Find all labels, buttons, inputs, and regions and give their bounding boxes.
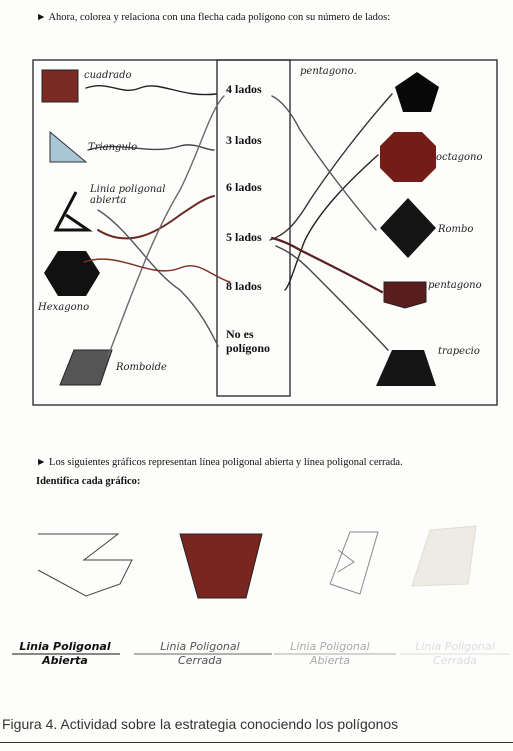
option-8-lados: 8 lados: [226, 279, 262, 293]
label-trapecio: trapecio: [438, 346, 480, 357]
house-pentagon-shape: [384, 282, 426, 308]
figure-closed-trapezoid: [180, 534, 262, 598]
arrow-square-4: [86, 86, 216, 95]
option-no-es-poligono: No es polígono: [226, 327, 271, 355]
label-linea-abierta: Linia poligonal abierta: [90, 184, 166, 206]
option-5-lados: 5 lados: [226, 230, 262, 244]
caption-rule: [0, 742, 513, 743]
label-pentagono-2: pentagono: [428, 280, 482, 291]
open-polyline-shape: [56, 192, 88, 230]
octagon-shape: [380, 132, 436, 182]
figure-open-polyline-2: [330, 532, 378, 594]
label-romboide: Romboide: [116, 362, 167, 373]
label-hexagono: Hexagono: [38, 302, 90, 313]
label-triangulo: Triangulo: [88, 142, 138, 153]
rhomboid-shape: [60, 350, 112, 385]
label-cuadrado: cuadrado: [84, 70, 132, 81]
trapezoid-shape: [376, 350, 436, 386]
label-pentagono: pentagono.: [300, 66, 357, 77]
answer-1: Linia Poligonal Abierta: [19, 640, 111, 667]
answer-2: Linia Poligonal Cerrada: [160, 640, 240, 667]
label-octagono: octagono: [436, 152, 483, 163]
square-shape: [42, 70, 78, 102]
activity1-instruction: ► Ahora, colorea y relaciona con una flecha cada polígono con su número de lados:: [36, 12, 391, 23]
arrow-pentagon-5: [270, 94, 392, 240]
arrow-rhomboid-4: [108, 96, 224, 356]
activity2-subinstruction: Identifica cada gráfico:: [36, 476, 141, 487]
option-4-lados: 4 lados: [226, 82, 262, 96]
label-rombo: Rombo: [438, 224, 474, 235]
option-3-lados: 3 lados: [226, 133, 262, 147]
bullet-arrow-icon: ►: [36, 12, 47, 23]
arrow-hex-8: [84, 259, 230, 282]
activity2-figures: [0, 520, 513, 610]
answer-3: Linia Poligonal Abierta: [290, 640, 370, 667]
rhombus-shape: [380, 198, 436, 258]
answer-underlines: [0, 652, 513, 656]
answer-4: Linia Poligonal Cerrada: [415, 640, 495, 667]
hexagon-shape: [44, 251, 100, 296]
arrow-trapezoid-4: [276, 246, 388, 350]
bullet-arrow-icon: ►: [36, 457, 47, 468]
triangle-shape: [50, 132, 86, 162]
activity2-instruction: ► Los siguientes gráficos representan línea poligonal abierta y línea poligonal cerrada.: [36, 457, 403, 468]
figure-caption: Figura 4. Actividad sobre la estrategia conociendo los polígonos: [2, 716, 399, 732]
option-6-lados: 6 lados: [226, 180, 262, 194]
pentagon-shape: [395, 72, 439, 112]
figure-open-polyline-1: [38, 534, 132, 596]
figure-closed-parallelogram: [412, 526, 476, 586]
